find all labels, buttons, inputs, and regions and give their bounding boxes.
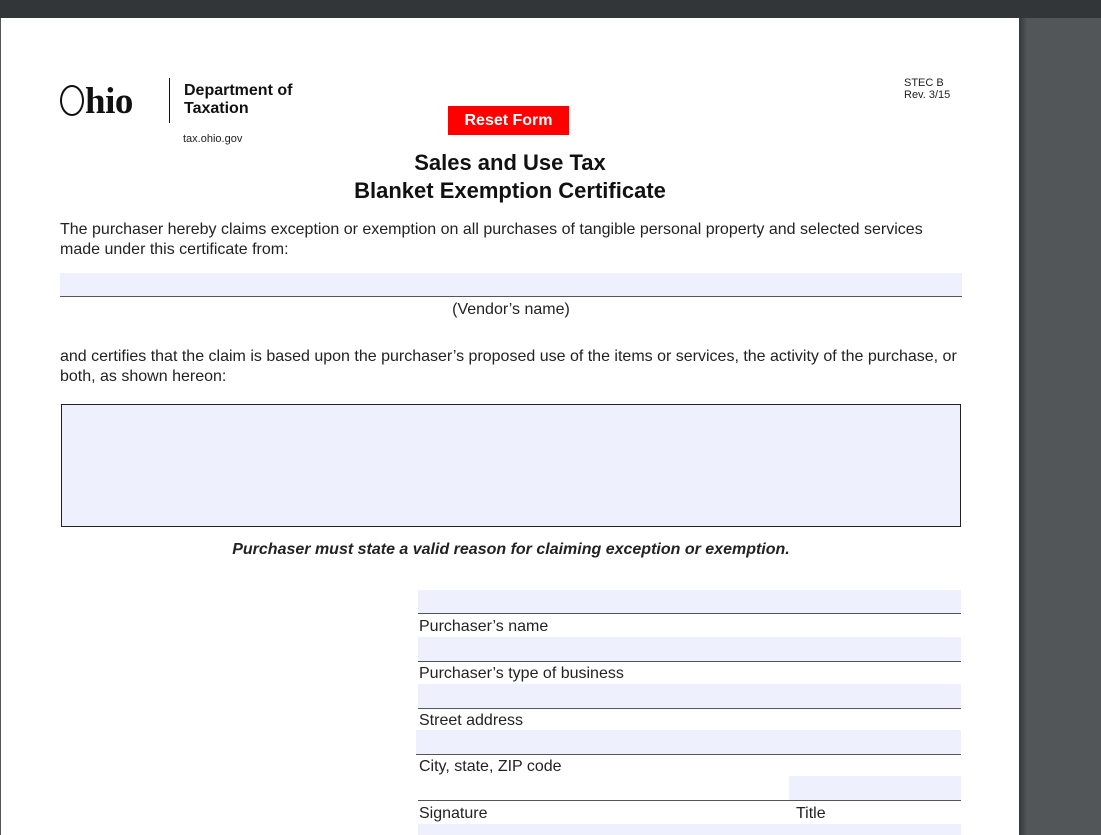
page-shadow	[1019, 18, 1027, 835]
form-code	[904, 77, 950, 101]
department-name	[184, 82, 292, 118]
title-field[interactable]	[789, 776, 961, 801]
revision-label: Rev. 3/15	[904, 89, 951, 101]
street-address-label: Street address	[419, 712, 524, 729]
signature-label: Signature	[419, 805, 488, 822]
form-title-line2: Blanket Exemption Certificate	[354, 178, 666, 203]
next-row-field[interactable]	[418, 824, 961, 835]
business-type-label: Purchaser’s type of business	[419, 665, 624, 682]
signature-field[interactable]	[418, 776, 790, 801]
purchaser-name-label: Purchaser’s name	[419, 618, 549, 635]
vendor-name-field[interactable]	[60, 273, 962, 297]
vendor-name-caption: (Vendor’s name)	[452, 301, 570, 318]
logo-circle-icon	[60, 85, 84, 116]
exemption-notice: Purchaser must state a valid reason for claiming exception or exemption.	[232, 541, 790, 558]
logo-wordmark: hio	[85, 81, 133, 122]
city-state-zip-field[interactable]	[416, 730, 961, 755]
viewer-toolbar	[0, 0, 1101, 18]
department-line1: Department of	[184, 82, 293, 99]
business-type-field[interactable]	[418, 637, 961, 662]
intro-paragraph: The purchaser hereby claims exception or exemption on all purchases of tangible personal property and selected services made under this certificate from:	[60, 221, 923, 258]
city-state-zip-label: City, state, ZIP code	[419, 758, 562, 775]
form-code-label: STEC B	[904, 77, 944, 89]
form-title-line1: Sales and Use Tax	[414, 150, 606, 175]
exemption-reason-field[interactable]	[61, 404, 961, 527]
website-label: tax.ohio.gov	[183, 133, 243, 145]
title-label: Title	[796, 805, 826, 822]
street-address-field[interactable]	[418, 684, 961, 709]
purchaser-name-field[interactable]	[418, 590, 961, 614]
department-line2: Taxation	[184, 100, 249, 117]
pdf-page	[1, 18, 1019, 835]
reset-form-button[interactable]: Reset Form	[448, 106, 569, 135]
logo-divider	[169, 78, 170, 123]
certification-paragraph: and certifies that the claim is based upon the purchaser’s proposed use of the items or services, the activity of the purchase, or both, as shown hereon:	[60, 348, 957, 385]
